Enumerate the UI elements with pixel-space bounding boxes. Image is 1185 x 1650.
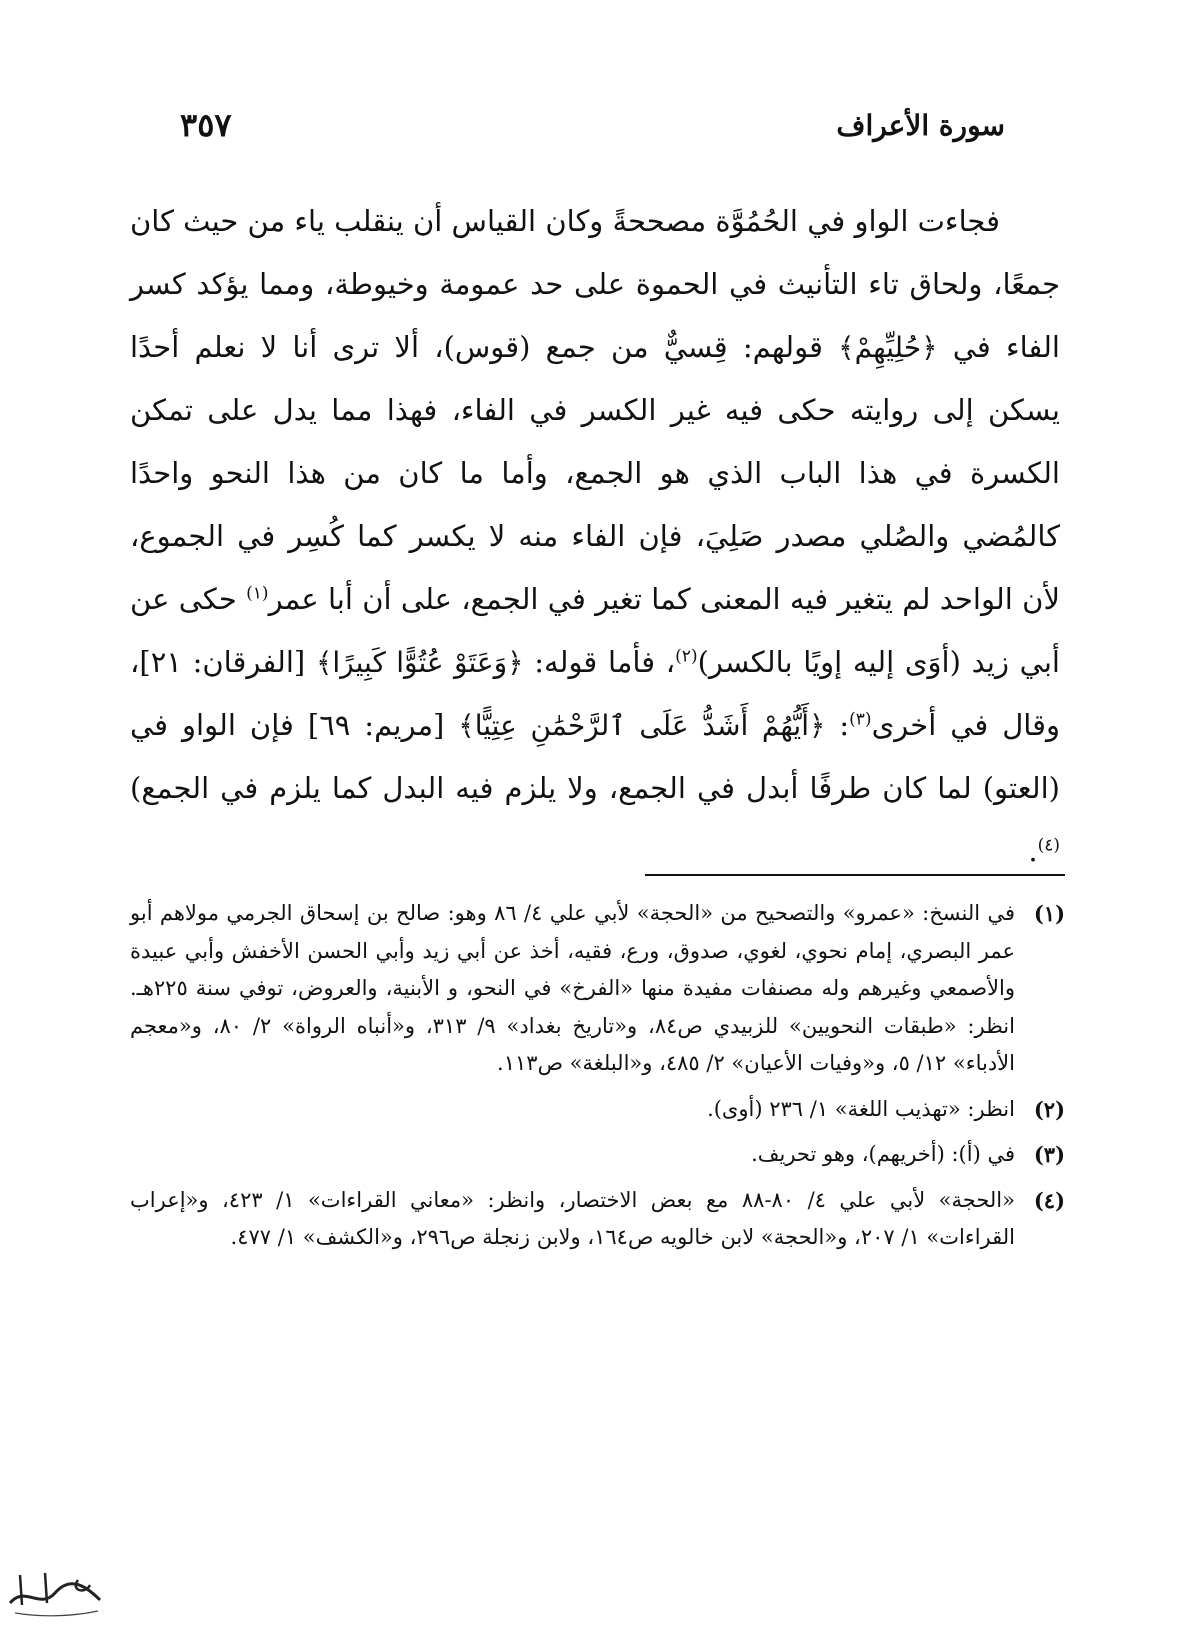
page-header xyxy=(180,100,1005,150)
footnote-ref: (٣) xyxy=(849,709,872,730)
page-number: ٣٥٧ xyxy=(180,106,232,144)
text-segment: ، فأما قوله: xyxy=(523,645,676,679)
footnote-text: في النسخ: «عمرو» والتصحيح من «الحجة» لأبي علي ٤/ ٨٦ وهو: صالح بن إسحاق الجرمي مولاهم أبو عمر البصري، إمام نحوي، لغوي، صدوق، ورع، فقيه، أخذ عن أبي زيد وأبي الحسن الأخفش وأبي عبيدة والأصمعي وغيرهم وله مصنفات مفيدة منها «الفرخ» في النحو، و الأبنية، والعروض، توفي سنة ٢٢٥هـ. انظر: «طبقات النحويين» للزبيدي ص٨٤، و«تاريخ بغداد» ٩/ ٣١٣، و«أنباه الرواة» ٢/ ٨٠، و«معجم الأدباء» ١٢/ ٥، و«وفيات الأعيان» ٢/ ٤٨٥، و«البلغة» ص١١٣. xyxy=(130,901,1015,1075)
footnote xyxy=(130,1091,1065,1129)
footnote-divider xyxy=(645,874,1065,876)
quran-quote: ﴿حُلِيِّهِمْ﴾ xyxy=(838,331,938,364)
paragraph xyxy=(130,190,1060,883)
footnote xyxy=(130,1136,1065,1174)
main-text xyxy=(130,190,1060,883)
footnote xyxy=(130,895,1065,1083)
quran-quote: ﴿وَعَتَوْ عُتُوًّا كَبِيرًا﴾ xyxy=(315,646,524,679)
quran-quote: ﴿أَيُّهُمْ أَشَدُّ عَلَى ٱلرَّحْمَٰنِ عِتِيًّا﴾ xyxy=(458,709,826,742)
text-segment: حكى عن أبي زيد (أوَى إليه إويًا بالكسر) xyxy=(130,582,1060,679)
text-segment: قولهم: قِسيٌّ من جمع (قوس)، ألا ترى أنا لا نعلم أحدًا يسكن إلى روايته حكى فيه غير الكسر في الفاء، فهذا مما يدل على تمكن الكسرة في هذا الباب الذي هو الجمع، وأما ما كان من هذا النحو واحدًا كالمُضي والصُلي مصدر صَلِيَ، فإن الفاء منه لا يكسر كما كُسِر في الجموع، لأن الواحد لم يتغير فيه المعنى كما تغير في الجمع، على أن أبا عمر xyxy=(130,330,1060,616)
watermark-logo xyxy=(0,1555,110,1630)
footnote xyxy=(130,1182,1065,1257)
footnote-ref: (٢) xyxy=(675,646,698,667)
footnote-text: في (أ): (أخريهم)، وهو تحريف. xyxy=(751,1142,1015,1166)
footnote-number: (٣) xyxy=(1033,1142,1065,1167)
footnote-number: (١) xyxy=(1033,901,1065,926)
footnote-ref: (٤) xyxy=(1037,835,1060,856)
footnote-number: (٢) xyxy=(1033,1096,1065,1122)
text-segment: فجاءت الواو في الحُمُوَّة مصححةً وكان القياس أن ينقلب ياء من حيث كان جمعًا، ولحاق تاء التأنيث في الحموة على حد عمومة وخيوطة، ومما يؤكد كسر الفاء في xyxy=(130,204,1060,364)
text-segment: [مريم: ٦٩] فإن الواو في (العتو) لما كان طرفًا أبدل في الجمع، ولا يلزم فيه البدل كما يلزم في الجمع) xyxy=(130,708,1060,805)
footnote-number: (٤) xyxy=(1033,1187,1065,1213)
footnotes xyxy=(130,895,1065,1265)
text-segment: [الفرقان: ٢١]، وقال في أخرى xyxy=(130,645,1060,742)
footnote-ref: (١) xyxy=(246,583,269,604)
text-segment: . xyxy=(1028,834,1038,868)
footnote-text: «الحجة» لأبي علي ٤/ ٨٠-٨٨ مع بعض الاختصار، وانظر: «معاني القراءات» ١/ ٤٢٣، و«إعراب القراءات» ١/ ٢٠٧، و«الحجة» لابن خالويه ص١٦٤، ولابن زنجلة ص٢٩٦، و«الكشف» ١/ ٤٧٧. xyxy=(130,1187,1015,1249)
surah-title: سورة الأعراف xyxy=(836,108,1005,142)
footnote-text: انظر: «تهذيب اللغة» ١/ ٢٣٦ (أوى). xyxy=(707,1096,1015,1121)
text-segment: : xyxy=(825,708,850,742)
